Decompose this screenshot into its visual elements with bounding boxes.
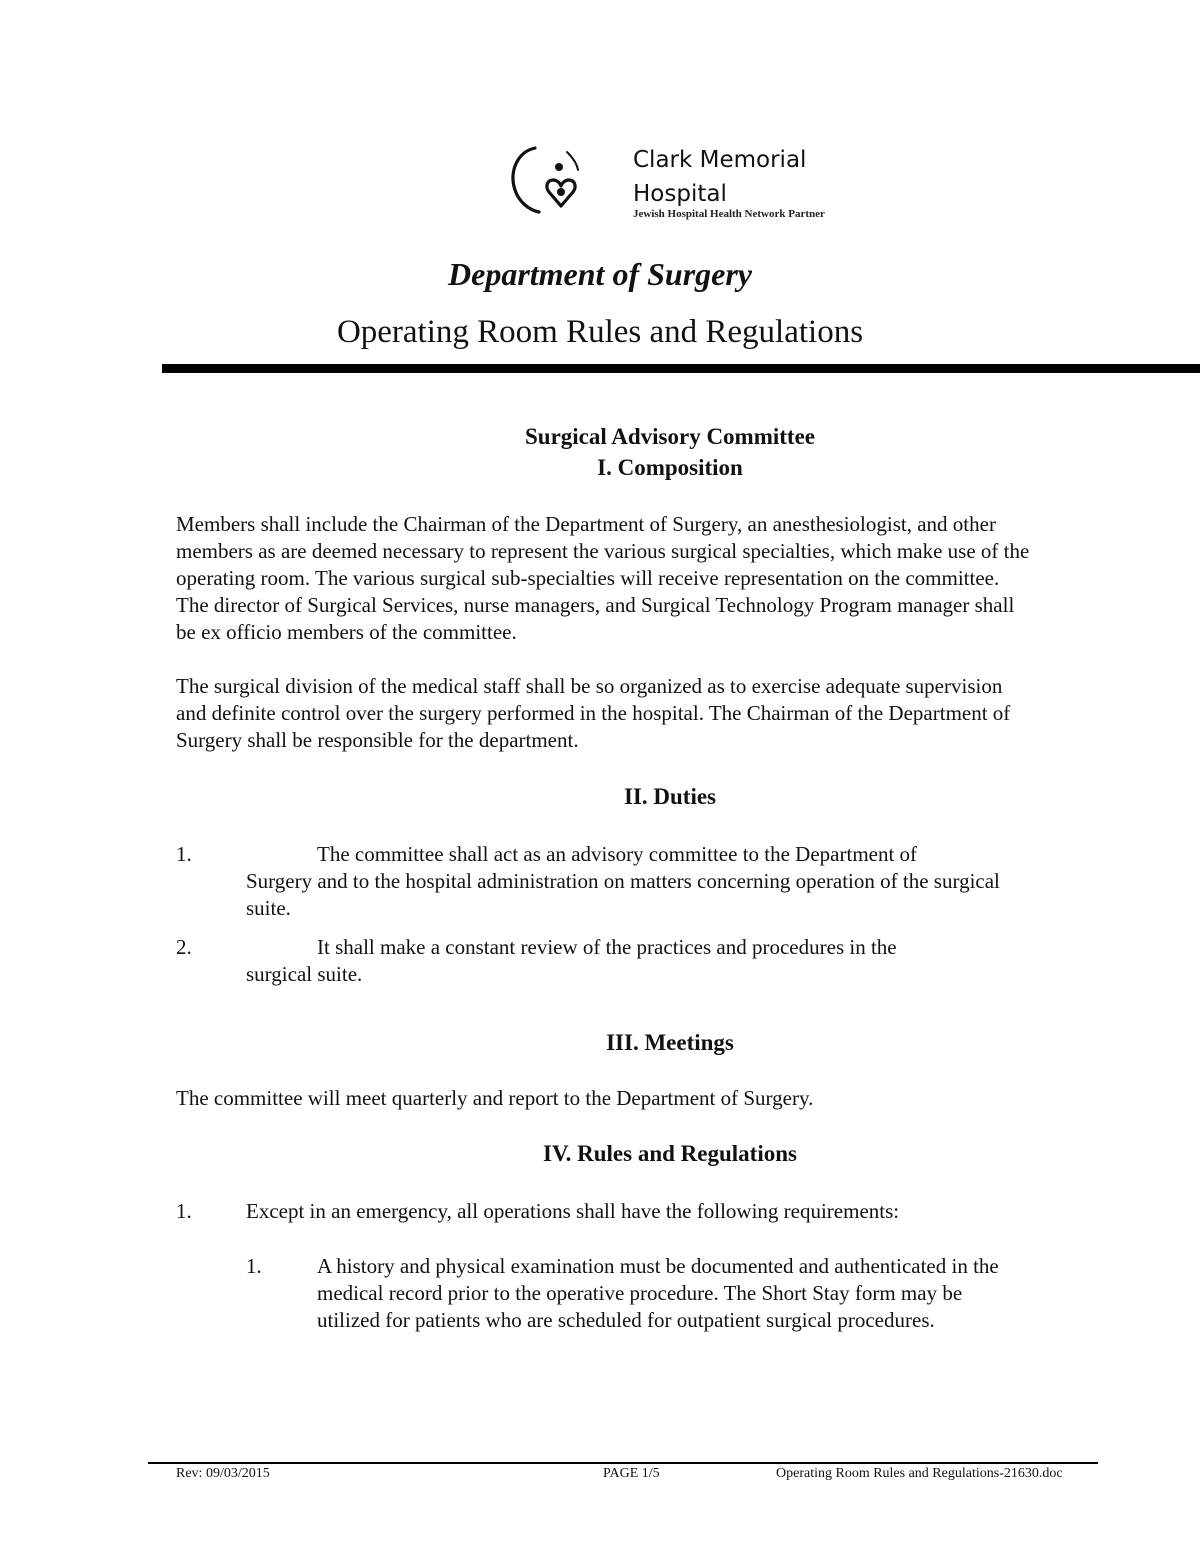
rules-subitem-1-number: 1.: [246, 1254, 262, 1278]
header-divider: [162, 364, 1200, 373]
duties-item-2-lead: It shall make a constant review of the practices and procedures in the: [317, 935, 897, 959]
section-heading-composition: I. Composition: [597, 455, 743, 480]
duties-item-1-number: 1.: [176, 842, 192, 866]
composition-paragraph-2: The surgical division of the medical staff shall be so organized as to exercise adequate supervision and definite control over the surgery performed in the hospital. The Chairman of the Department of Surgery shall be responsible for the department.: [176, 674, 1011, 752]
duties-item-2-number: 2.: [176, 935, 192, 959]
organization-tagline: Jewish Hospital Health Network Partner: [633, 208, 825, 220]
composition-paragraph-1: Members shall include the Chairman of the Department of Surgery, an anesthesiologist, and other members as are deemed necessary to represent the various surgical specialties, which make use of the operating room. The various surgical sub-specialties will receive representation on the committee. The director of Surgical Services, nurse managers, and Surgical Technology Program manager shall be ex officio members of the committee.: [176, 512, 1030, 644]
duties-item-2-text: surgical suite.: [246, 962, 363, 986]
committee-title: Surgical Advisory Committee: [524, 424, 815, 449]
rules-item-1-number: 1.: [176, 1199, 192, 1223]
section-heading-rules: IV. Rules and Regulations: [543, 1141, 797, 1166]
section-heading-meetings: III. Meetings: [606, 1030, 734, 1055]
footer-page-number: PAGE 1/5: [603, 1466, 660, 1481]
meetings-paragraph: The committee will meet quarterly and report to the Department of Surgery.: [176, 1086, 814, 1110]
duties-item-1-lead: The committee shall act as an advisory committee to the Department of: [317, 842, 918, 866]
footer-divider: [148, 1462, 1098, 1464]
department-title: Department of Surgery: [448, 256, 752, 292]
hospital-logo-icon: [505, 140, 585, 220]
section-heading-duties: II. Duties: [623, 784, 716, 809]
rules-item-1-text: Except in an emergency, all operations shall have the following requirements:: [246, 1199, 900, 1223]
footer-filename: Operating Room Rules and Regulations-21630.doc: [776, 1466, 1063, 1481]
footer-revision: Rev: 09/03/2015: [176, 1466, 270, 1481]
document-title: Operating Room Rules and Regulations: [336, 314, 864, 350]
organization-name: Clark Memorial Hospital: [633, 147, 807, 207]
duties-item-1-text: Surgery and to the hospital administration on matters concerning operation of the surgical suite.: [246, 869, 1000, 920]
rules-subitem-1-text: A history and physical examination must be documented and authenticated in the medical record prior to the operative procedure. The Short Stay form may be utilized for patients who are scheduled for outpatient surgical procedures.: [317, 1254, 999, 1332]
